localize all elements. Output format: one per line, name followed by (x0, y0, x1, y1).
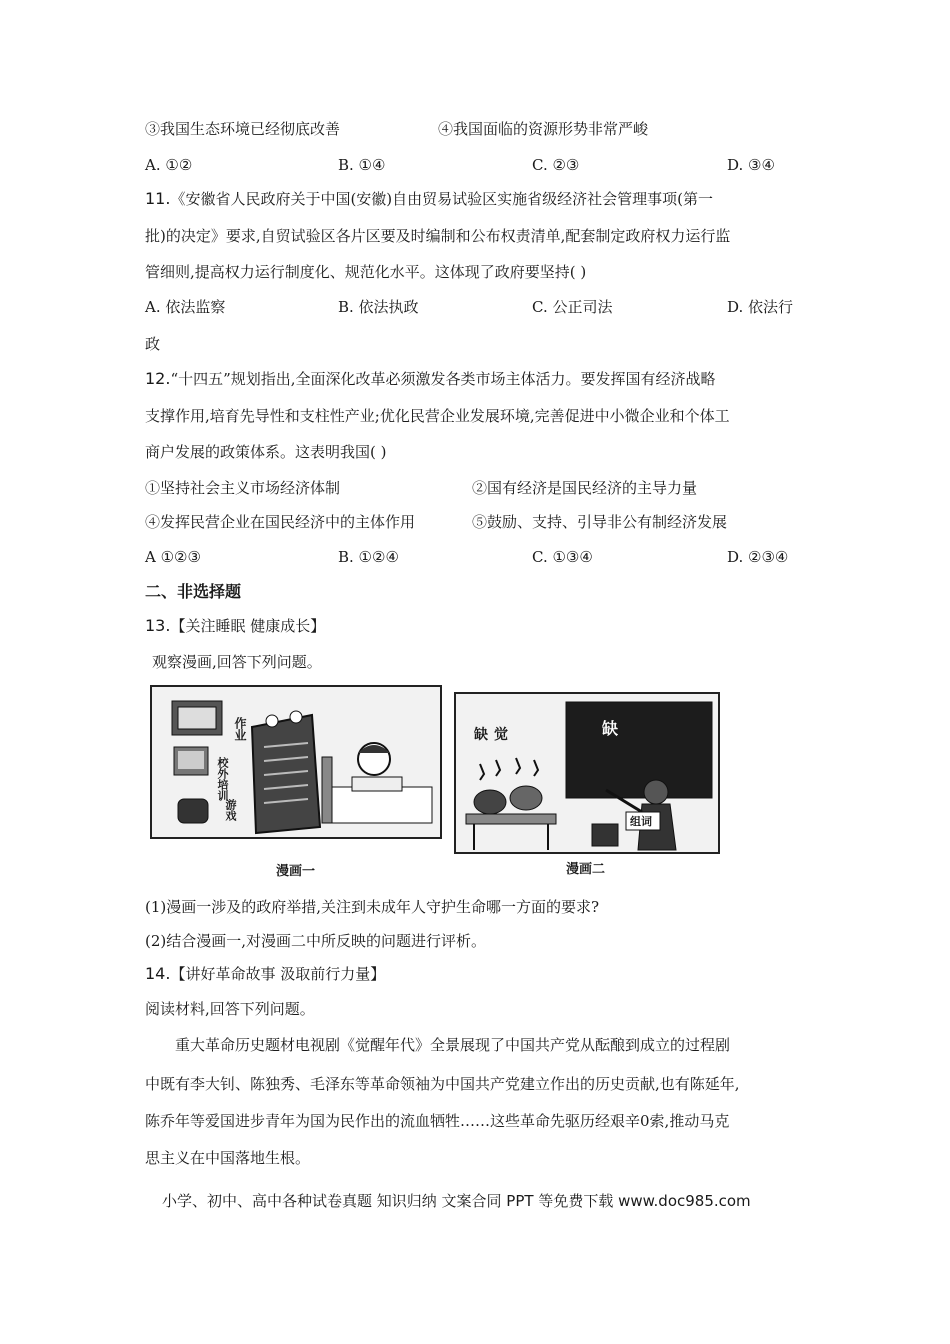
q13-sub-question-2: (2)结合漫画一,对漫画二中所反映的问题进行评析。 (145, 932, 487, 950)
q13-sub-question-1: (1)漫画一涉及的政府举措,关注到未成年人守护生命哪一方面的要求? (145, 898, 600, 916)
cartoon-1-drawing (152, 687, 440, 837)
q12-option-a: A ①②③ (145, 548, 201, 566)
cartoon-2-label-card: 组词 (630, 815, 652, 828)
q12-option-b: B. ①②④ (338, 548, 399, 566)
q12-statement-5: ⑤鼓励、支持、引导非公有制经济发展 (472, 513, 728, 531)
q14-instruction: 阅读材料,回答下列问题。 (145, 1000, 315, 1018)
cartoon-2-label-lack-sleep: 缺觉 (474, 727, 514, 743)
q14-title: 【讲好革命故事 汲取前行力量】 (170, 965, 386, 983)
q13-title-line (145, 616, 325, 636)
q12-statement-2: ②国有经济是国民经济的主导力量 (472, 479, 698, 497)
q10-statement-4: ④我国面临的资源形势非常严峻 (438, 120, 649, 138)
q11-number: 11. (145, 189, 171, 208)
q12-statement-4: ④发挥民营企业在国民经济中的主体作用 (145, 513, 416, 531)
q10-option-c: C. ②③ (532, 156, 580, 174)
q12-statement-1: ①坚持社会主义市场经济体制 (145, 479, 341, 497)
q12-text-line-1: 12.“十四五”规划指出,全面深化改革必须激发各类市场主体活力。要发挥国有经济战略 (145, 369, 716, 388)
q13-instruction: 观察漫画,回答下列问题。 (152, 653, 322, 671)
q11-option-a: A. 依法监察 (145, 298, 226, 316)
q11-option-b: B. 依法执政 (338, 298, 419, 316)
cartoon-2-drawing (456, 694, 718, 852)
q11-option-d: D. 依法行 (727, 298, 794, 316)
cartoon-2-label-blackboard: 缺 (602, 719, 619, 738)
q14-title-line (145, 964, 385, 984)
cartoon-2-image (454, 692, 720, 854)
q11-option-d-wrap: 政 (145, 335, 161, 353)
q11-text-line-1: 11.《安徽省人民政府关于中国(安徽)自由贸易试验区实施省级经济社会管理事项(第一 (145, 189, 714, 208)
q12-option-d: D. ②③④ (727, 548, 789, 566)
q12-text-line-3: 商户发展的政策体系。这表明我国( ) (145, 443, 387, 461)
cartoon-2-caption: 漫画二 (566, 862, 606, 877)
q10-statement-3: ③我国生态环境已经彻底改善 (145, 120, 341, 138)
section-heading: 二、非选择题 (145, 582, 242, 601)
q10-option-d: D. ③④ (727, 156, 775, 174)
q11-text-line-2: 批)的决定》要求,自贸试验区各片区要及时编制和公布权责清单,配套制定政府权力运行监 (145, 227, 731, 245)
q12-text-line-2: 支撑作用,培育先导性和支柱性产业;优化民营企业发展环境,完善促进中小微企业和个体工 (145, 407, 730, 425)
cartoon-1-label-training: 校外培训 (216, 757, 229, 801)
q10-option-a: A. ①② (145, 156, 193, 174)
cartoon-1-label-game: 游戏 (224, 799, 237, 821)
q14-number: 14. (145, 964, 171, 983)
page-footer: 小学、初中、高中各种试卷真题 知识归纳 文案合同 PPT 等免费下载 www.doc985.com (162, 1192, 751, 1210)
q12-option-c: C. ①③④ (532, 548, 593, 566)
q11-text-line-3: 管细则,提高权力运行制度化、规范化水平。这体现了政府要坚持( ) (145, 263, 587, 281)
q14-material-line-3: 陈乔年等爱国进步青年为国为民作出的流血牺牲……这些革命先驱历经艰辛0索,推动马克 (145, 1112, 730, 1130)
cartoon-1-caption: 漫画一 (276, 864, 316, 879)
q13-title: 【关注睡眠 健康成长】 (170, 617, 326, 635)
q14-material-line-4: 思主义在中国落地生根。 (145, 1149, 311, 1167)
q10-option-b: B. ①④ (338, 156, 386, 174)
q11-option-c: C. 公正司法 (532, 298, 613, 316)
q14-material-line-1: 重大革命历史题材电视剧《觉醒年代》全景展现了中国共产党从酝酿到成立的过程剧 (175, 1036, 731, 1054)
q13-number: 13. (145, 616, 171, 635)
cartoon-1-image (150, 685, 442, 839)
cartoon-1-label-homework: 作业 (233, 717, 247, 741)
q12-number: 12. (145, 369, 171, 388)
q14-material-line-2: 中既有李大钊、陈独秀、毛泽东等革命领袖为中国共产党建立作出的历史贡献,也有陈延年, (145, 1075, 740, 1093)
